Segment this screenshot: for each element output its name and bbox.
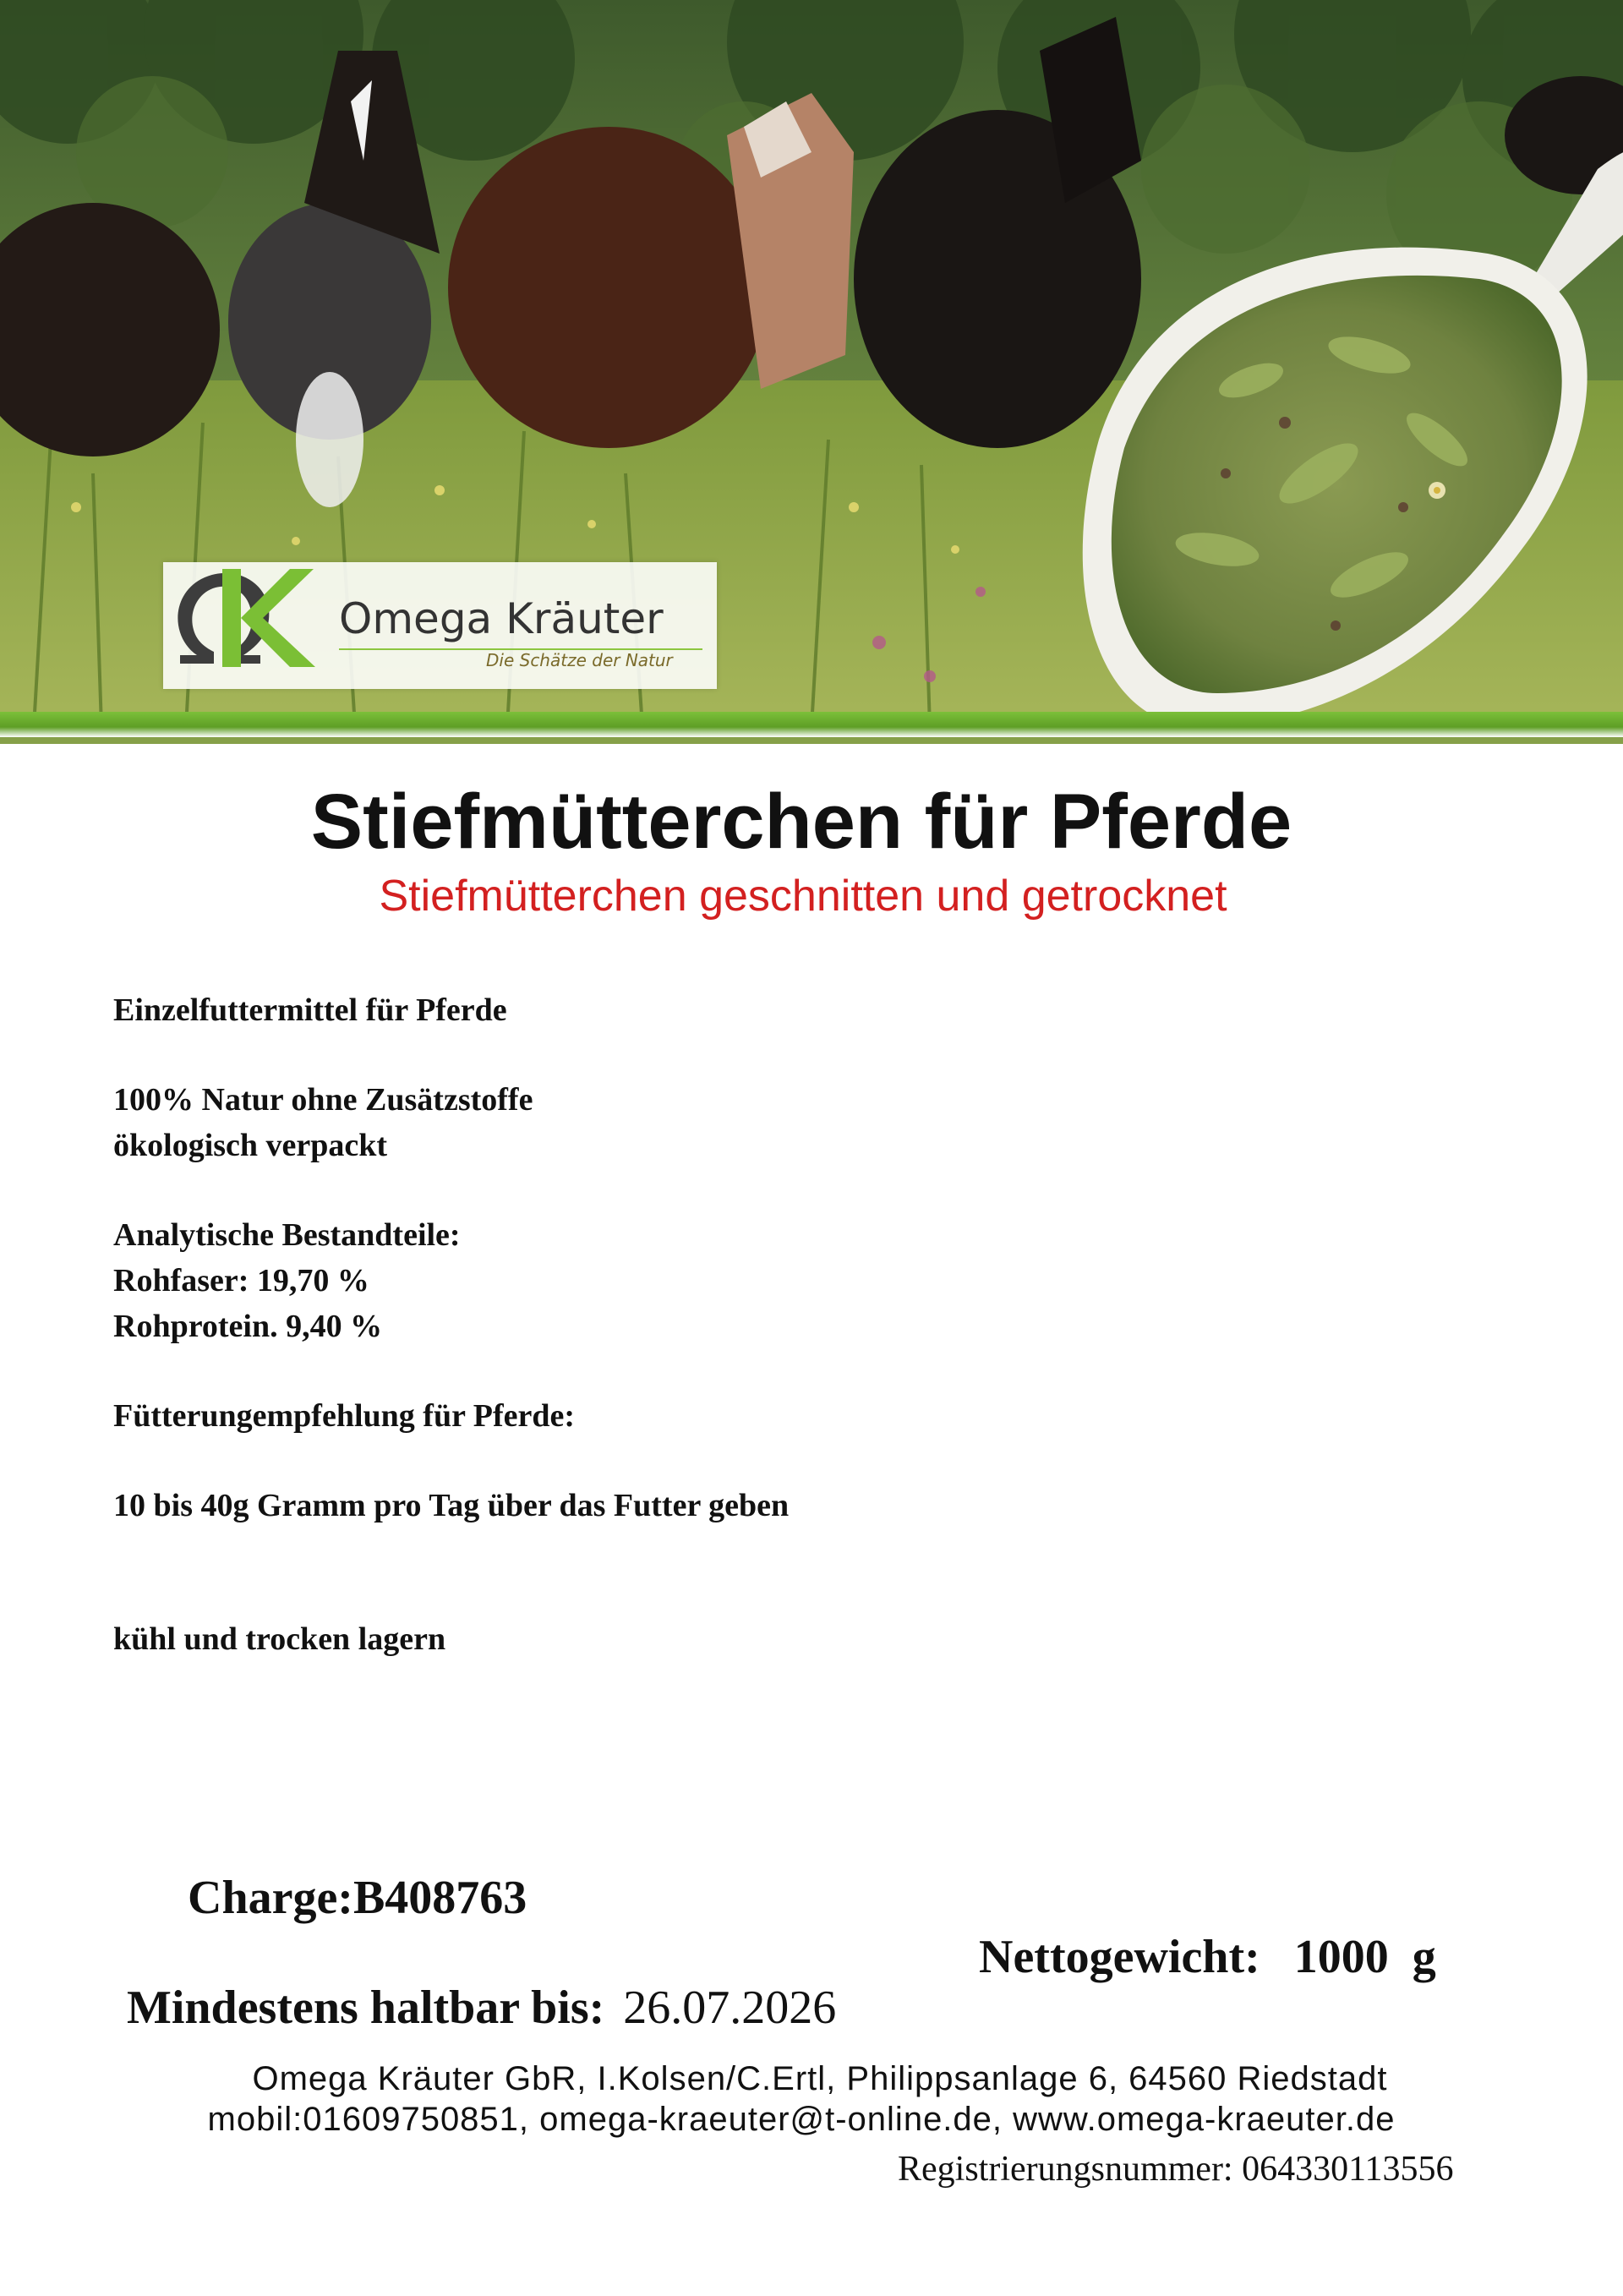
best-before-label: Mindestens haltbar bis: (127, 1982, 605, 2034)
green-band (0, 712, 1623, 737)
storage-note: kühl und trocken lagern (113, 1621, 446, 1657)
registration-number: Registrierungsnummer: 064330113556 (898, 2150, 1454, 2189)
product-title: Stiefmütterchen für Pferde (310, 779, 1292, 865)
header-photo (0, 0, 1623, 744)
logo-tagline: Die Schätze der Natur (486, 650, 673, 670)
logo-name: Omega Kräuter (339, 594, 664, 643)
company-address: Omega Kräuter GbR, I.Kolsen/C.Ertl, Philippsanlage 6, 64560 Riedstadt (252, 2060, 1388, 2097)
net-weight-value: 1000 g (1293, 1931, 1436, 1983)
product-subtitle: Stiefmütterchen geschnitten und getrocknet (379, 872, 1227, 921)
crude-protein: Rohprotein. 9,40 % (113, 1309, 383, 1344)
nature-statement: 100% Natur ohne Zusätzstoffe (113, 1082, 533, 1118)
brand-logo (163, 562, 717, 689)
net-weight-label: Nettogewicht: (979, 1931, 1260, 1983)
feed-type: Einzelfuttermittel für Pferde (113, 992, 507, 1028)
analysis-heading: Analytische Bestandteile: (113, 1217, 461, 1253)
packaging-statement: ökologisch verpackt (113, 1128, 388, 1163)
company-contact: mobil:01609750851, omega-kraeuter@t-online.de, www.omega-kraeuter.de (207, 2101, 1396, 2138)
best-before-date: 26.07.2026 (623, 1982, 837, 2034)
crude-fiber: Rohfaser: 19,70 % (113, 1263, 369, 1298)
batch-number: Charge:B408763 (188, 1872, 527, 1924)
feeding-heading: Fütterungempfehlung für Pferde: (113, 1398, 576, 1434)
product-info (113, 987, 1212, 1662)
feeding-recommendation: 10 bis 40g Gramm pro Tag über das Futter geben (113, 1488, 790, 1523)
best-before (127, 1981, 836, 2035)
net-weight (979, 1930, 1436, 1984)
omega-k-logo-icon (163, 562, 320, 672)
